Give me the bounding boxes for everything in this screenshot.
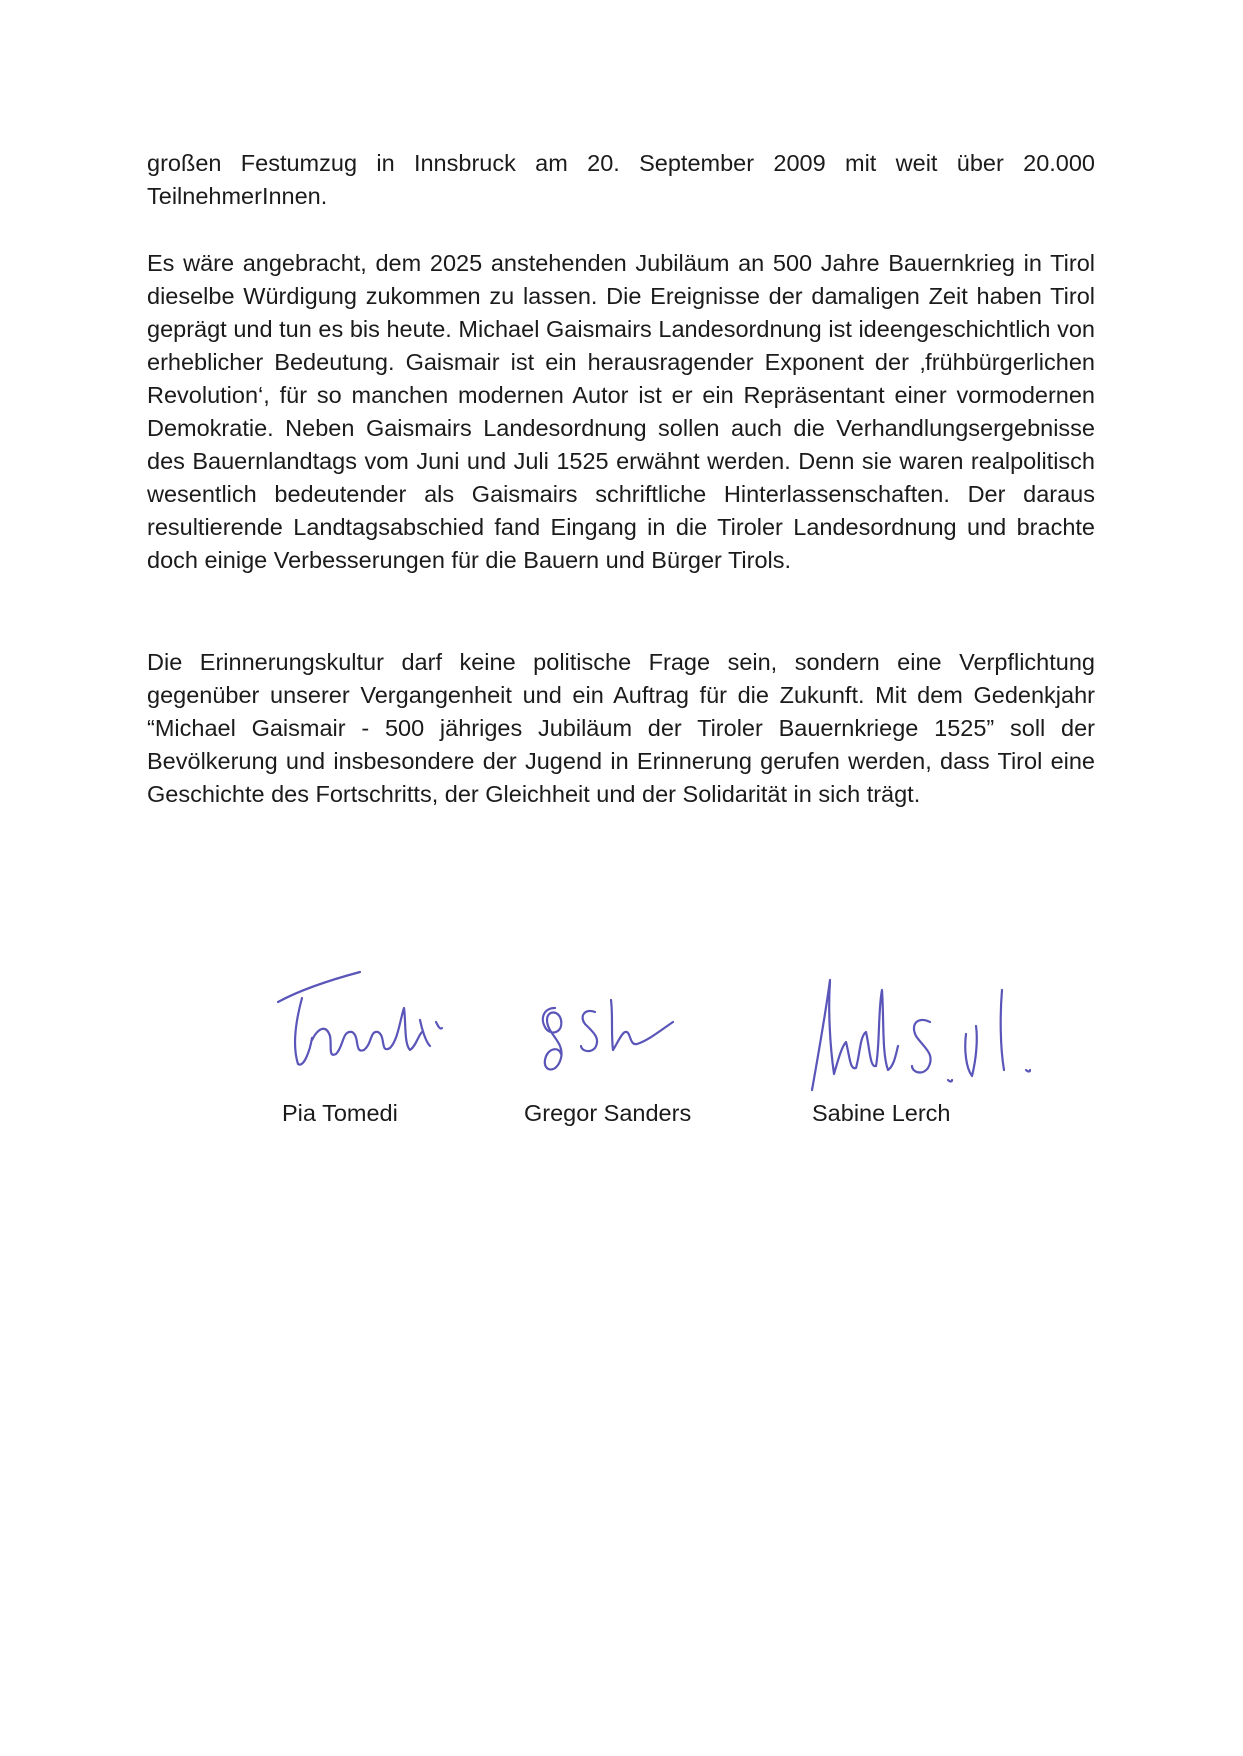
- handwritten-signature-2: [525, 950, 725, 1100]
- handwritten-signature-1: [270, 950, 470, 1100]
- signer-name-1: Pia Tomedi: [282, 1100, 398, 1126]
- paragraph-3: Die Erinnerungskultur darf keine politische Frage sein, sondern eine Verpflichtung gegenüber unserer Vergangenheit und ein Auftrag für die Zukunft. Mit dem Gedenkjahr “Michael Gaismair - 500 jähriges Jubiläum der Tiroler Bauernkriege 1525” soll der Bevölkerung und insbesondere der Jugend in Erinnerung gerufen werden, dass Tirol eine Geschichte des Fortschritts, der Gleichheit und der Solidarität in sich trägt.: [147, 649, 1095, 807]
- signature-sabine-lerch: [790, 950, 1080, 1110]
- signature-gregor-sanders: [525, 950, 725, 1110]
- paragraph-1: großen Festumzug in Innsbruck am 20. September 2009 mit weit über 20.000 TeilnehmerInnen.: [147, 150, 1095, 209]
- signature-pia-tomedi: [270, 950, 470, 1110]
- signer-name-2: Gregor Sanders: [524, 1100, 692, 1126]
- paragraph-2: Es wäre angebracht, dem 2025 anstehenden Jubiläum an 500 Jahre Bauernkrieg in Tirol dieselbe Würdigung zukommen zu lassen. Die Ereignisse der damaligen Zeit haben Tirol geprägt und tun es bis heute. Michael Gaismairs Landesordnung ist ideengeschichtlich von erheblicher Bedeutung. Gaismair ist ein herausragender Exponent der ‚frühbürgerlichen Revolution‘, für so manchen modernen Autor ist er ein Repräsentant einer vormodernen Demokratie. Neben Gaismairs Landesordnung sollen auch die Verhandlungsergebnisse des Bauernlandtags vom Juni und Juli 1525 erwähnt werden. Denn sie waren realpolitisch wesentlich bedeutender als Gaismairs schriftliche Hinterlassenschaften. Der daraus resultierende Landtagsabschied fand Eingang in die Tiroler Landesordnung und brachte doch einige Verbesserungen für die Bauern und Bürger Tirols.: [147, 250, 1095, 573]
- handwritten-signature-3: [790, 950, 1080, 1110]
- signer-name-3: Sabine Lerch: [812, 1100, 951, 1126]
